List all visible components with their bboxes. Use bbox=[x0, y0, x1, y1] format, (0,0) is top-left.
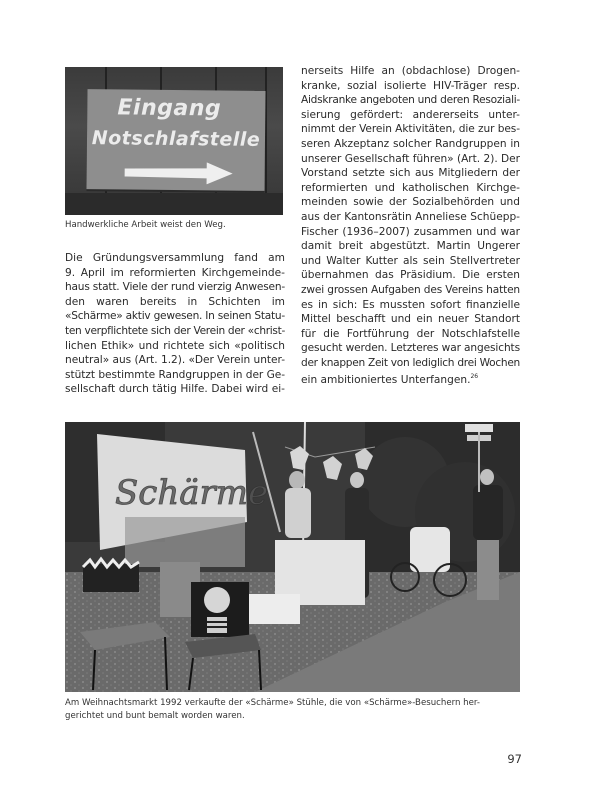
text-line: reformierten und katholischen Kirchge- bbox=[301, 181, 520, 194]
text-line: Mittel beschafft und ein neuer Standort bbox=[301, 313, 520, 326]
text-line: ten verpflichtete sich der Verein der «christ- bbox=[65, 324, 285, 337]
footnote-marker: 26 bbox=[470, 373, 479, 381]
painted-face bbox=[204, 587, 230, 613]
text-line: zwei grossen Aufgaben des Vereins hatten bbox=[301, 283, 520, 296]
text-line: sellschaft durch tätig Hilfe. Dabei wird ei- bbox=[65, 383, 285, 396]
caption-line: Am Weihnachtsmarkt 1992 verkaufte der «Schärme» Stühle, die von «Schärme»-Besuchern her- bbox=[65, 698, 480, 708]
text-line: nerseits Hilfe an (obdachlose) Drogen- bbox=[301, 65, 520, 77]
text-line bbox=[301, 370, 520, 388]
text-line: damit breit abgestützt. Martin Ungerer bbox=[301, 240, 520, 253]
sign-board bbox=[86, 89, 265, 191]
figure-caption-sign: Handwerkliche Arbeit weist den Weg. bbox=[65, 220, 226, 230]
text-line: Aidskranke angeboten und deren Resoziali- bbox=[301, 94, 520, 107]
text-line: der knappen Zeit von lediglich drei Wochen bbox=[301, 356, 520, 369]
person-head bbox=[480, 469, 494, 485]
photo-entrance-sign bbox=[65, 67, 283, 215]
text-line: für die Fortführung der Notschlafstelle bbox=[301, 327, 520, 340]
text-line: den waren bereits in Schichten im bbox=[65, 295, 285, 308]
text-line: unserer Gesellschaft führen» (Art. 2). Der bbox=[301, 152, 520, 165]
caption-line: gerichtet und bunt bemalt worden waren. bbox=[65, 711, 245, 721]
person-vendor-left bbox=[285, 488, 311, 538]
text-line: gesucht werden. Letzteres war angesichts bbox=[301, 342, 520, 355]
person-visitor-legs bbox=[477, 540, 499, 600]
bench bbox=[125, 517, 245, 567]
market-scene bbox=[65, 422, 520, 692]
person-head bbox=[289, 471, 305, 489]
text-line: lichen Ethik» und richtete sich «politisch bbox=[65, 339, 285, 352]
text-line: übernahmen das Präsidium. Die ersten bbox=[301, 269, 520, 282]
text-line: neutral» aus (Art. 1.2). «Der Verein unter- bbox=[65, 354, 285, 367]
body-text-left-column bbox=[65, 251, 285, 397]
text-line: es in sich: Es mussten sofort finanzielle bbox=[301, 298, 520, 311]
photo-ground bbox=[65, 193, 283, 215]
body-text-right-column bbox=[301, 64, 520, 388]
person-visitor bbox=[473, 485, 503, 540]
text-line-content: ein ambitioniertes Unterfangen. bbox=[301, 374, 471, 387]
sign-text-notschlafstelle: Notschlafstelle bbox=[91, 127, 261, 151]
text-line: sierung gefördert: andererseits unter- bbox=[301, 108, 520, 121]
text-line: Die Gründungsversammlung fand am bbox=[65, 252, 285, 264]
street-sign bbox=[465, 424, 493, 432]
text-line: kranke, sozial isolierte HIV-Träger resp. bbox=[301, 79, 520, 92]
painted-figure-body bbox=[207, 617, 227, 633]
text-line: seren Akzeptanz solcher Randgruppen in bbox=[301, 137, 520, 150]
text-line: Fischer (1936–2007) zusammen und war bbox=[301, 225, 520, 238]
text-line: Vorstand setzte sich aus Mitgliedern der bbox=[301, 167, 520, 180]
figure-caption-market bbox=[65, 697, 525, 723]
text-line: und Walter Kutter als sein Stellvertreter bbox=[301, 254, 520, 267]
photo-christmas-market bbox=[65, 422, 520, 692]
arrow-right-icon bbox=[123, 161, 235, 184]
text-line: haus statt. Viele der rund vierzig Anwesen- bbox=[65, 281, 285, 294]
page-number: 97 bbox=[507, 752, 522, 766]
text-line: 9. April im reformierten Kirchgemeinde- bbox=[65, 266, 285, 279]
text-line: aus der Kantonsrätin Anneliese Schüepp- bbox=[301, 210, 520, 223]
text-line: meinden sowie der Sozialbehörden und bbox=[301, 196, 520, 209]
sign-text-eingang: Eingang bbox=[117, 95, 222, 122]
text-line: nimmt der Verein Aktivitäten, die zur bes- bbox=[301, 123, 520, 136]
person-head bbox=[350, 472, 364, 488]
banner-text: Schärme bbox=[115, 473, 269, 513]
text-line: «Schärme» aktiv gewesen. In seinen Statu- bbox=[65, 310, 285, 323]
text-line: stützt bestimmte Randgruppen in der Ge- bbox=[65, 368, 285, 381]
